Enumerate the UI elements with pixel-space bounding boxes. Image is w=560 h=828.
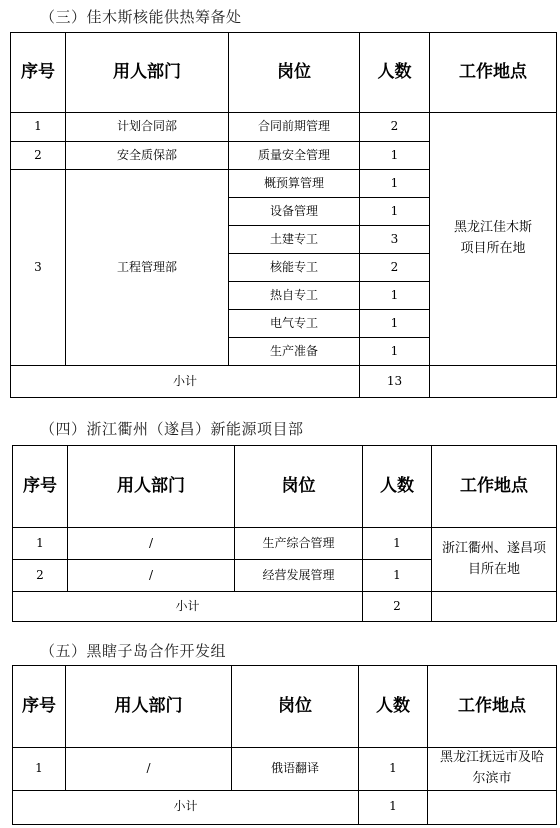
header-seq: 序号 xyxy=(11,33,66,113)
count-cell: 1 xyxy=(360,142,430,170)
subtotal-empty-cell xyxy=(430,366,557,398)
seq-cell: 1 xyxy=(13,528,68,560)
count-cell: 1 xyxy=(360,338,430,366)
header-location: 工作地点 xyxy=(430,33,557,113)
header-location: 工作地点 xyxy=(432,446,557,528)
post-cell: 合同前期管理 xyxy=(229,113,360,142)
section4-table xyxy=(12,445,557,622)
subtotal-value: 2 xyxy=(363,592,432,622)
post-cell: 热自专工 xyxy=(229,282,360,310)
header-dept: 用人部门 xyxy=(66,666,232,748)
header-dept: 用人部门 xyxy=(68,446,235,528)
dept-cell: / xyxy=(68,560,235,592)
header-count: 人数 xyxy=(359,666,428,748)
subtotal-label: 小计 xyxy=(11,366,360,398)
post-cell: 生产综合管理 xyxy=(235,528,363,560)
header-post: 岗位 xyxy=(232,666,359,748)
count-cell: 3 xyxy=(360,226,430,254)
header-seq: 序号 xyxy=(13,666,66,748)
count-cell: 2 xyxy=(360,254,430,282)
post-cell: 土建专工 xyxy=(229,226,360,254)
subtotal-value: 1 xyxy=(359,790,428,824)
seq-cell: 2 xyxy=(11,142,66,170)
seq-cell: 3 xyxy=(11,170,66,366)
header-location: 工作地点 xyxy=(428,666,557,748)
subtotal-label: 小计 xyxy=(13,790,359,824)
section3-title: （三）佳木斯核能供热筹备处 xyxy=(40,8,242,26)
subtotal-value: 13 xyxy=(360,366,430,398)
subtotal-row xyxy=(13,790,557,824)
section5-table xyxy=(12,665,557,825)
count-cell: 1 xyxy=(363,528,432,560)
dept-cell: / xyxy=(66,748,232,791)
seq-cell: 2 xyxy=(13,560,68,592)
subtotal-empty-cell xyxy=(428,790,557,824)
post-cell: 概预算管理 xyxy=(229,170,360,198)
seq-cell: 1 xyxy=(11,113,66,142)
table-row xyxy=(11,113,557,142)
post-cell: 核能专工 xyxy=(229,254,360,282)
location-cell: 黑龙江佳木斯项目所在地 xyxy=(430,113,557,366)
dept-cell: 计划合同部 xyxy=(66,113,229,142)
count-cell: 1 xyxy=(359,748,428,791)
section5-title: （五）黑瞎子岛合作开发组 xyxy=(40,642,227,660)
location-cell: 浙江衢州、遂昌项目所在地 xyxy=(432,528,557,592)
count-cell: 1 xyxy=(360,282,430,310)
count-cell: 1 xyxy=(363,560,432,592)
post-cell: 生产准备 xyxy=(229,338,360,366)
subtotal-row xyxy=(13,592,557,622)
subtotal-row xyxy=(11,366,557,398)
dept-cell: / xyxy=(68,528,235,560)
count-cell: 1 xyxy=(360,198,430,226)
table-row xyxy=(13,748,557,791)
seq-cell: 1 xyxy=(13,748,66,791)
subtotal-label: 小计 xyxy=(13,592,363,622)
count-cell: 1 xyxy=(360,310,430,338)
post-cell: 质量安全管理 xyxy=(229,142,360,170)
header-count: 人数 xyxy=(363,446,432,528)
table-row xyxy=(13,528,557,560)
subtotal-empty-cell xyxy=(432,592,557,622)
table-header-row xyxy=(11,33,557,113)
dept-cell: 工程管理部 xyxy=(66,170,229,366)
post-cell: 俄语翻译 xyxy=(232,748,359,791)
post-cell: 电气专工 xyxy=(229,310,360,338)
header-count: 人数 xyxy=(360,33,430,113)
table-header-row xyxy=(13,666,557,748)
post-cell: 经营发展管理 xyxy=(235,560,363,592)
location-cell: 黑龙江抚远市及哈尔滨市 xyxy=(428,748,557,791)
header-dept: 用人部门 xyxy=(66,33,229,113)
section3-table xyxy=(10,32,557,398)
header-seq: 序号 xyxy=(13,446,68,528)
header-post: 岗位 xyxy=(235,446,363,528)
section4-title: （四）浙江衢州（遂昌）新能源项目部 xyxy=(40,420,304,438)
count-cell: 1 xyxy=(360,170,430,198)
dept-cell: 安全质保部 xyxy=(66,142,229,170)
count-cell: 2 xyxy=(360,113,430,142)
header-post: 岗位 xyxy=(229,33,360,113)
post-cell: 设备管理 xyxy=(229,198,360,226)
table-header-row xyxy=(13,446,557,528)
